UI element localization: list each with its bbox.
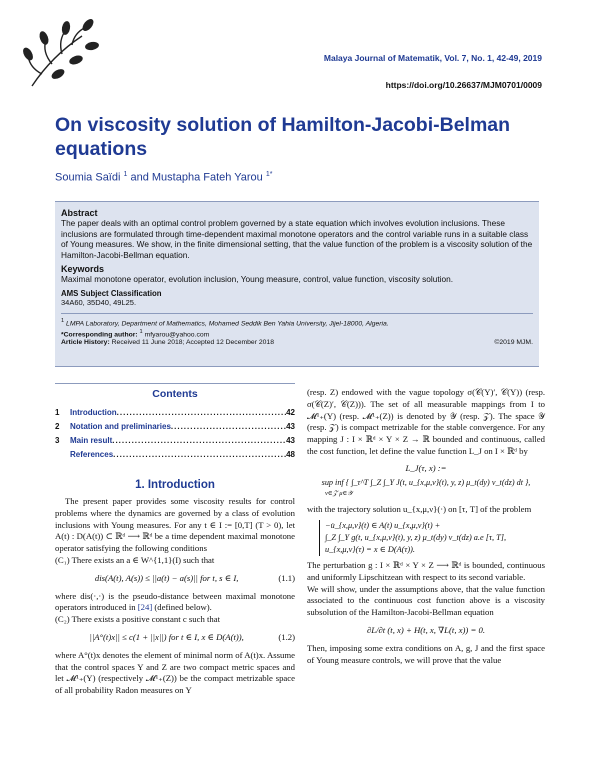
contents-title: Contents [152,388,198,400]
left-column [55,496,295,697]
toc-leader [117,406,286,420]
toc-page: 48 [286,450,295,459]
trajectory-system [319,520,545,556]
system-line-3: u_{x,μ,ν}(τ) = x ∈ D(A(τ)). [325,544,415,554]
toc-label[interactable]: Notation and preliminaries [70,422,171,431]
citation-link[interactable]: [24] [137,602,153,613]
system-line-2: ∫_Z ∫_Y g(t, u_{x,μ,ν}(t), y, z) μ_t(dy) ν_t(dz) a.e [τ, T], [325,532,507,542]
toc-label[interactable]: References [70,450,114,459]
keywords-heading: Keywords [61,264,105,275]
article-history [61,339,533,346]
corresponding-email[interactable]: mfyarou@yahoo.com [144,331,210,339]
toc-page: 43 [286,436,295,445]
right-column [307,387,545,666]
condition-c1: (C₁) There exists an a ∈ W^{1,1}(I) such that [55,554,215,565]
abstract-heading: Abstract [61,208,98,218]
keywords-text: Maximal monotone operator, evolution inclusion, Young measure, control, value function, viscosity solution. [61,274,454,285]
ams-codes: 34A60, 35D40, 49L25. [61,297,137,307]
affiliation-text: LMPA Laboratory, Department of Mathematics, Mohamed Seddik Ben Yahia University, Jijel-18000, Algeria. [66,319,389,327]
equation-1-1-number: (1.1) [278,572,295,583]
corresponding-author [61,328,533,339]
equation-1-1-body: dis(A(t), A(s)) ≤ ||a(t) − a(s)|| for t, s ∈ I, [94,572,239,583]
right-paragraph-2: with the trajectory solution u_{x,μ,ν}(·) on [τ, T] of the problem [307,504,532,515]
toc-item[interactable] [55,448,295,462]
history-label: Article History: [61,339,110,347]
hjb-equation: ∂L/∂t (t, x) + H(t, x, ∇L(t, x)) = 0. [366,624,486,635]
paper-title: On viscosity solution of Hamilton-Jacobi-Belman equations [55,114,511,160]
section-heading-introduction: 1. Introduction [135,479,215,491]
condition-c2: (C₂) There exists a positive constant c such that [55,614,220,625]
value-function-subscript: ν∈𝒵 μ∈𝒴 [325,490,353,498]
intro-paragraph-2-text: where dis(·,·) is the pseudo-distance between maximal monotone operators introduced in [55,590,295,613]
copyright: ©2019 MJM. [494,339,533,347]
toc-page: 43 [286,422,295,431]
toc-number [55,448,70,462]
corresponding-label: *Corresponding author: [61,331,138,339]
journal-logo [22,16,108,94]
equation-1-1 [55,573,295,585]
affiliation [61,313,533,328]
affiliation-mark: 1 [61,317,65,324]
value-function-def: L_J(τ, x) := [405,462,447,473]
table-of-contents [55,383,295,474]
right-paragraph-4: We will show, under the assumptions above, that the value function associated to the continuous cost function above is a viscosity subsolution of the Hamilton-Jacobi-Bellman equation [307,583,545,618]
abstract-text: The paper deals with an optimal control problem governed by a state equation which involves evolution inclusions. These inclusions are formulated through time-dependent maximal monotone operators and the control variable runs in a suitable class of Young measures. We show, in the finite dimensional setting, that the value function of the problem is a viscosity solution of the Hamilton-Jacobi-Bellman equation. [61,218,533,260]
toc-number: 2 [55,422,60,431]
toc-label[interactable]: Introduction [70,408,117,417]
right-paragraph-1: (resp. Z) endowed with the vague topology σ(𝒞(Y)′, 𝒞(Y)) (resp. σ(𝒞(Z)′, 𝒞(Z))). The set of all measurable mappings from I to 𝓜¹₊(Y) (resp. 𝓜¹₊(Z)) is denoted by 𝒴 (resp. 𝒵). The space 𝒴 (resp. 𝒵) is compact metrizable for the stable convergence. For any mapping J : I × ℝᵈ × Y × Z → ℝ bounded and continuous, called the cost function, let define the value function L_J on I × ℝᵈ by [307,387,545,456]
toc-leader [171,420,286,434]
author-1: Soumia Saïdi [55,171,121,184]
equation-1-2-body: ||A°(t)x|| ≤ c(1 + ||x||) for t ∈ I, x ∈ D(A(t)), [89,631,244,642]
toc-leader [113,448,286,462]
toc-item[interactable] [55,434,295,448]
author-2: and Mustapha Fateh Yarou [130,171,263,184]
toc-item[interactable] [55,420,295,434]
toc-number: 1 [55,408,60,417]
toc-number: 3 [55,436,60,445]
equation-1-2-number: (1.2) [278,631,295,642]
corresponding-mark: 1 [139,328,143,335]
right-paragraph-5: Then, imposing some extra conditions on A, g, J and the first space of Young measure controls, we will prove that the value [307,642,545,665]
intro-paragraph-3: where A°(t)x denotes the element of minimal norm of A(t)x. Assume that the control spaces Y and Z are two compact metric spaces and let 𝓜¹₊(Y) (respectively 𝓜¹₊(Z)) be the compact metrizable space of all probability Radon measures on Y [55,649,295,696]
toc-leader [112,434,286,448]
author-line [55,171,272,184]
toc-label[interactable]: Main result [70,436,113,445]
toc-item[interactable] [55,406,295,420]
value-function-expression: sup inf { ∫_τ^T ∫_Z ∫_Y J(t, u_{x,μ,ν}(t), y, z) μ_t(dy) ν_t(dz) dt }, [321,477,531,487]
history-dates: Received 11 June 2018; Accepted 12 December 2018 [111,339,274,347]
doi-link[interactable]: https://doi.org/10.26637/MJM0701/0009 [385,80,542,90]
intro-paragraph-2-tail: (defined below). [152,602,212,613]
journal-citation: Malaya Journal of Matematik, Vol. 7, No. 1, 42-49, 2019 [323,53,542,63]
ams-heading: AMS Subject Classification [61,288,162,298]
abstract-box [55,201,539,367]
right-paragraph-3: The perturbation g : I × ℝᵈ × Y × Z ⟶ ℝᵈ is bounded, continuous and uniformly Lipschitzean with respect to its second variable. [307,559,545,582]
intro-paragraph-2 [55,591,295,615]
author-2-mark: 1* [265,171,273,178]
toc-page: 42 [286,408,295,417]
equation-1-2 [55,632,295,644]
author-1-mark: 1 [123,171,128,178]
system-line-1: −u̇_{x,μ,ν}(t) ∈ A(t) u_{x,μ,ν}(t) + [325,520,441,530]
intro-paragraph-1: The present paper provides some viscosity results for control problems where the dynamics are governed by a class of evolution inclusions with Young measures. For any t ∈ I := [0,T] (T > 0), let A(t) : D(A(t)) ⊂ ℝᵈ ⟶ ℝᵈ be a time dependent maximal monotone operator satisfying the following conditions [55,496,295,554]
